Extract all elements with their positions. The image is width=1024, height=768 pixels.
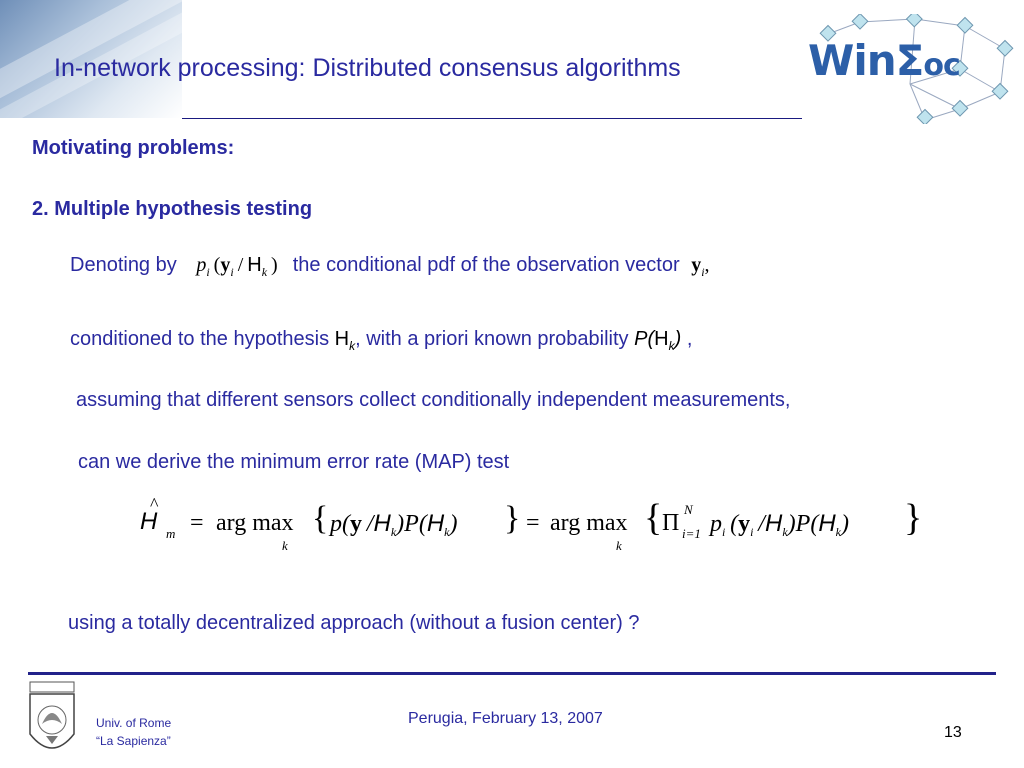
sym-k: k bbox=[668, 339, 675, 353]
sym-p: p bbox=[330, 511, 342, 537]
slide-title: In-network processing: Distributed consensus algorithms bbox=[54, 54, 681, 82]
sym-H: H bbox=[764, 510, 783, 537]
sym-H: H bbox=[373, 510, 391, 537]
footer-university bbox=[96, 714, 171, 750]
sym-p: p bbox=[710, 511, 722, 537]
sym-i: i bbox=[701, 265, 705, 279]
sym-y: y bbox=[738, 511, 751, 537]
sym-y: y bbox=[220, 254, 231, 276]
hyp-symbol bbox=[334, 328, 356, 353]
argmax-1: arg max bbox=[216, 510, 294, 536]
sym-k: k bbox=[835, 525, 841, 539]
sym-k: k bbox=[782, 525, 788, 539]
brace-close-2: } bbox=[904, 497, 923, 539]
logo-main-text: WinΣ bbox=[808, 36, 924, 85]
winsoc-logo bbox=[808, 36, 960, 85]
sym-H: H bbox=[654, 328, 669, 350]
l2-mid: , with a priori known probability bbox=[355, 328, 629, 350]
brace-open-2: { bbox=[644, 497, 663, 539]
l1-prefix: Denoting by bbox=[70, 254, 177, 276]
l1-mid: the conditional pdf of the observation vector bbox=[292, 254, 680, 276]
sym-P: P bbox=[795, 511, 811, 537]
sym-y: y bbox=[350, 511, 362, 537]
text-line-3: assuming that different sensors collect conditionally independent measurements, bbox=[76, 389, 791, 411]
map-formula bbox=[140, 494, 940, 560]
sym-H: H bbox=[426, 510, 445, 537]
sym-i: i bbox=[206, 265, 210, 279]
sym-k: k bbox=[444, 525, 450, 539]
text-line-5: using a totally decentralized approach (without a fusion center) ? bbox=[68, 612, 640, 634]
sym-eq-1: = bbox=[190, 510, 204, 536]
prior-symbol: $P(H_k)$ bbox=[634, 328, 682, 353]
sym-i: i bbox=[722, 525, 726, 539]
expr-1: p(y $/H_k)P(H_k)$ bbox=[330, 510, 458, 539]
brace-open-1: { bbox=[312, 500, 329, 537]
l2-text: conditioned to the hypothesis bbox=[70, 328, 330, 350]
formula-yi: $y_i$, bbox=[691, 254, 710, 279]
logo-small-text: oc bbox=[923, 48, 960, 83]
heading-motivating: Motivating problems: bbox=[32, 137, 235, 159]
prod-lower: i=1 bbox=[682, 526, 701, 541]
university-seal-icon bbox=[24, 678, 80, 762]
text-line-2 bbox=[70, 328, 692, 353]
page-number: 13 bbox=[944, 724, 962, 741]
sym-i: i bbox=[230, 265, 234, 279]
formula-pdf: $p_i$ ($y_i / H_k$ ) bbox=[196, 254, 283, 279]
prod-upper: N bbox=[684, 502, 693, 517]
sym-k: k bbox=[390, 525, 397, 539]
sym-H: H bbox=[247, 254, 262, 276]
argmax-1-k: k bbox=[282, 538, 288, 553]
sym-i: i bbox=[750, 525, 754, 539]
argmax-2: arg max bbox=[550, 510, 628, 536]
sym-prod: Π bbox=[662, 510, 680, 536]
sym-m: m bbox=[166, 526, 176, 541]
univ-line-1: Univ. of Rome bbox=[96, 716, 172, 730]
sym-y: y bbox=[691, 254, 702, 276]
sym-P: P bbox=[634, 328, 648, 350]
sym-k: k bbox=[349, 339, 356, 353]
sym-slash: / bbox=[237, 254, 244, 276]
hat-mark: ^ bbox=[150, 494, 159, 514]
heading-hypothesis: 2. Multiple hypothesis testing bbox=[32, 198, 313, 220]
sym-p: p bbox=[196, 254, 207, 276]
footer-divider bbox=[28, 672, 996, 675]
text-line-4: can we derive the minimum error rate (MAP) test bbox=[78, 451, 510, 473]
title-divider bbox=[182, 118, 802, 119]
l2-end: , bbox=[686, 328, 693, 350]
sym-H: H bbox=[140, 508, 158, 535]
univ-line-2: “La Sapienza” bbox=[96, 734, 171, 748]
sym-k: k bbox=[261, 265, 268, 279]
argmax-2-k: k bbox=[616, 538, 622, 553]
sym-eq-2: = bbox=[526, 510, 540, 536]
sym-H: H bbox=[334, 328, 350, 350]
sym-H: H bbox=[818, 510, 836, 537]
brace-close-1: } bbox=[504, 500, 521, 537]
footer-date: Perugia, February 13, 2007 bbox=[408, 710, 603, 727]
text-line-1 bbox=[70, 254, 710, 280]
sym-P: P bbox=[404, 511, 419, 537]
expr-2: $p_i$ ($y_i$ $/H_k)P(H_k)$ bbox=[710, 510, 849, 539]
